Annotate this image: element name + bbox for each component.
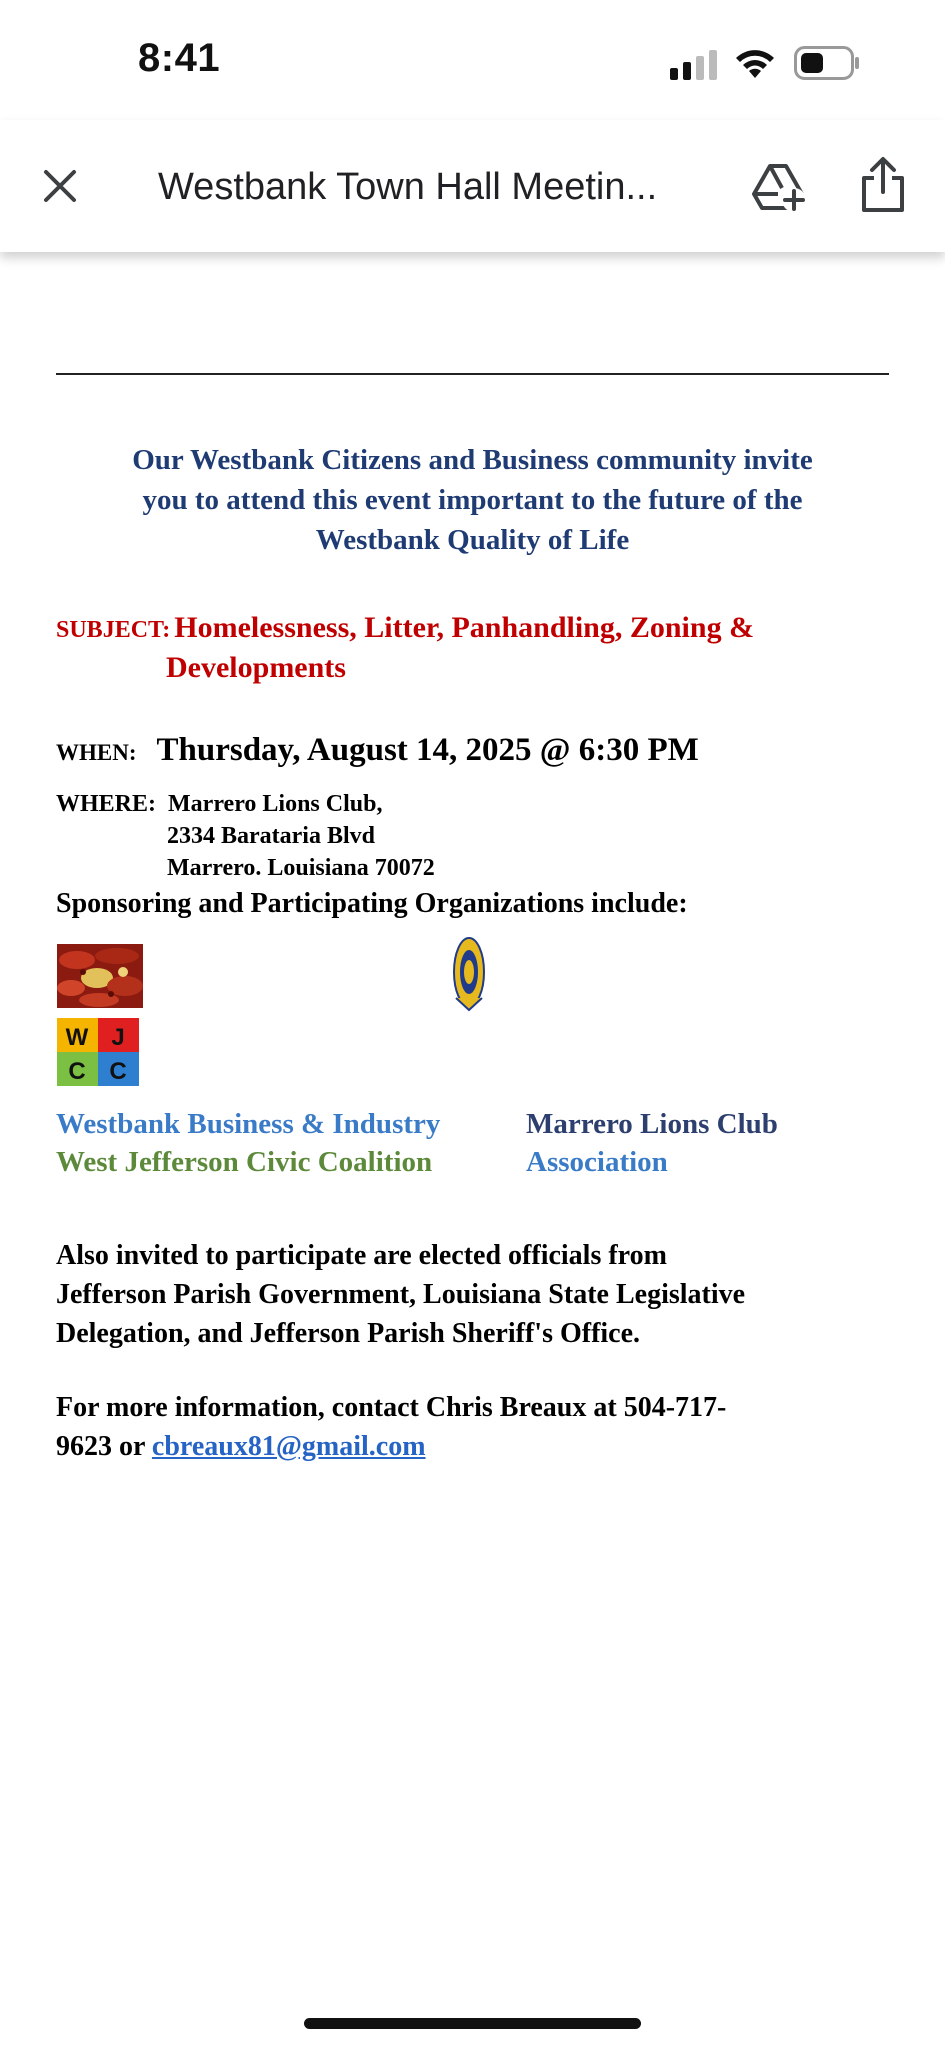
venue-street: 2334 Barataria Blvd bbox=[167, 823, 375, 849]
wjcc-logo bbox=[57, 1018, 139, 1086]
contact-phone-end: 9623 or bbox=[56, 1431, 152, 1462]
event-datetime: Thursday, August 14, 2025 @ 6:30 PM bbox=[156, 732, 699, 768]
wjcc-logo-letter: W bbox=[65, 1024, 89, 1051]
invitation-line: Westbank Quality of Life bbox=[315, 524, 630, 556]
close-button[interactable] bbox=[36, 162, 84, 210]
venue-city: Marrero. Louisiana 70072 bbox=[167, 855, 435, 881]
contact-paragraph bbox=[56, 1388, 926, 1466]
where-block bbox=[56, 788, 435, 881]
paragraph-line: Jefferson Parish Government, Louisiana State Legislative bbox=[56, 1279, 746, 1310]
status-time: 8:41 bbox=[138, 36, 221, 80]
cellular-signal-icon bbox=[670, 50, 720, 80]
sponsor-heading: Sponsoring and Participating Organizations include: bbox=[56, 888, 688, 919]
invitation-line: Our Westbank Citizens and Business community invite bbox=[132, 444, 813, 476]
venue-name: Marrero Lions Club, bbox=[168, 791, 383, 817]
wjcc-logo-letter: C bbox=[68, 1058, 86, 1085]
battery-icon bbox=[794, 46, 860, 80]
contact-line-2 bbox=[56, 1427, 926, 1466]
where-label: WHERE: bbox=[56, 791, 157, 817]
contact-email-link[interactable]: cbreaux81@gmail.com bbox=[151, 1431, 426, 1462]
subject-block bbox=[56, 608, 906, 684]
wifi-icon bbox=[734, 46, 776, 80]
document-title: Westbank Town Hall Meetin... bbox=[158, 166, 658, 208]
home-indicator[interactable] bbox=[304, 2018, 641, 2029]
invitation-line: you to attend this event important to the future of the bbox=[142, 484, 803, 516]
paragraph-line: Also invited to participate are elected officials from bbox=[56, 1240, 667, 1271]
contact-line: For more information, contact Chris Breaux at 504-717- bbox=[56, 1392, 727, 1423]
lions-club-emblem bbox=[452, 936, 486, 1012]
subject-label: SUBJECT: bbox=[56, 617, 171, 643]
when-label: WHEN: bbox=[56, 740, 137, 765]
horizontal-rule bbox=[56, 373, 889, 375]
document-page bbox=[0, 252, 945, 1982]
top-app-bar bbox=[0, 120, 945, 252]
org-marrero-lions: Marrero Lions Club bbox=[526, 1108, 778, 1140]
invitation-text bbox=[56, 440, 889, 560]
subject-topics: Homelessness, Litter, Panhandling, Zoning & bbox=[174, 611, 755, 644]
subject-topics-continued: Developments bbox=[166, 651, 346, 684]
when-block bbox=[56, 732, 699, 769]
paragraph-line: Delegation, and Jefferson Parish Sheriff's Office. bbox=[56, 1318, 641, 1349]
org-westbank-business: Westbank Business & Industry bbox=[56, 1108, 441, 1140]
status-bar bbox=[0, 0, 945, 120]
also-invited-paragraph bbox=[56, 1236, 926, 1353]
wjcc-logo-letter: C bbox=[109, 1058, 127, 1085]
org-west-jefferson: West Jefferson Civic Coalition bbox=[56, 1146, 433, 1178]
wjcc-logo-letter: J bbox=[111, 1024, 125, 1051]
crawfish-logo-image bbox=[57, 944, 143, 1008]
share-icon[interactable] bbox=[860, 156, 906, 214]
add-to-drive-icon[interactable] bbox=[752, 160, 808, 214]
org-association: Association bbox=[526, 1146, 668, 1178]
